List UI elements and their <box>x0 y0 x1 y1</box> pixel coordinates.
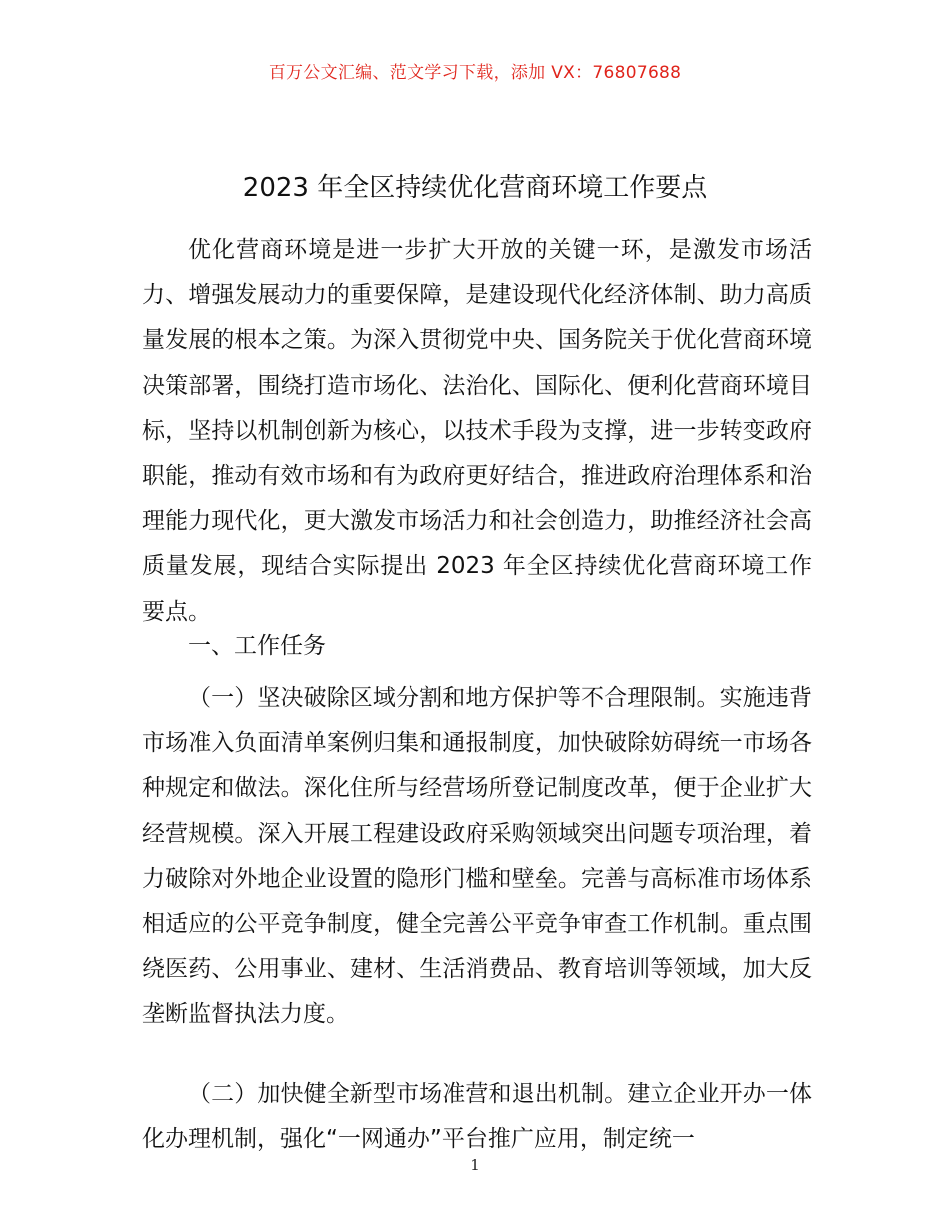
item-2-paragraph: （二）加快健全新型市场准营和退出机制。建立企业开办一体化办理机制，强化“一网通办”平台推广应用，制定统一 <box>142 1081 812 1153</box>
document-title: 2023 年全区持续优化营商环境工作要点 <box>242 173 708 203</box>
page-number: 1 <box>470 1156 480 1174</box>
header-notice: 百万公文汇编、范文学习下载，添加 VX：76807688 <box>268 63 682 83</box>
item-1-paragraph: （一）坚决破除区域分割和地方保护等不合理限制。实施违背市场准入负面清单案例归集和通报制度，加快破除妨碍统一市场各种规定和做法。深化住所与经营场所登记制度改革，便于企业扩大经营规模。深入开展工程建设政府采购领域突出问题专项治理，着力破除对外地企业设置的隐形门槛和壁垒。完善与高标准市场体系相适应的公平竞争制度，健全完善公平竞争审查工作机制。重点围绕医药、公用事业、建材、生活消费品、教育培训等领域，加大反垄断监督执法力度。 <box>142 685 812 1028</box>
section-heading: 一、工作任务 <box>188 633 326 659</box>
intro-paragraph: 优化营商环境是进一步扩大开放的关键一环，是激发市场活力、增强发展动力的重要保障，是建设现代化经济体制、助力高质量发展的根本之策。为深入贯彻党中央、国务院关于优化营商环境决策部署，围绕打造市场化、法治化、国际化、便利化营商环境目标，坚持以机制创新为核心，以技术手段为支撑，进一步转变政府职能，推动有效市场和有为政府更好结合，推进政府治理体系和治理能力现代化，更大激发市场活力和社会创造力，助推经济社会高质量发展，现结合实际提出 2023 年全区持续优化营商环境工作要点。 <box>142 237 812 625</box>
